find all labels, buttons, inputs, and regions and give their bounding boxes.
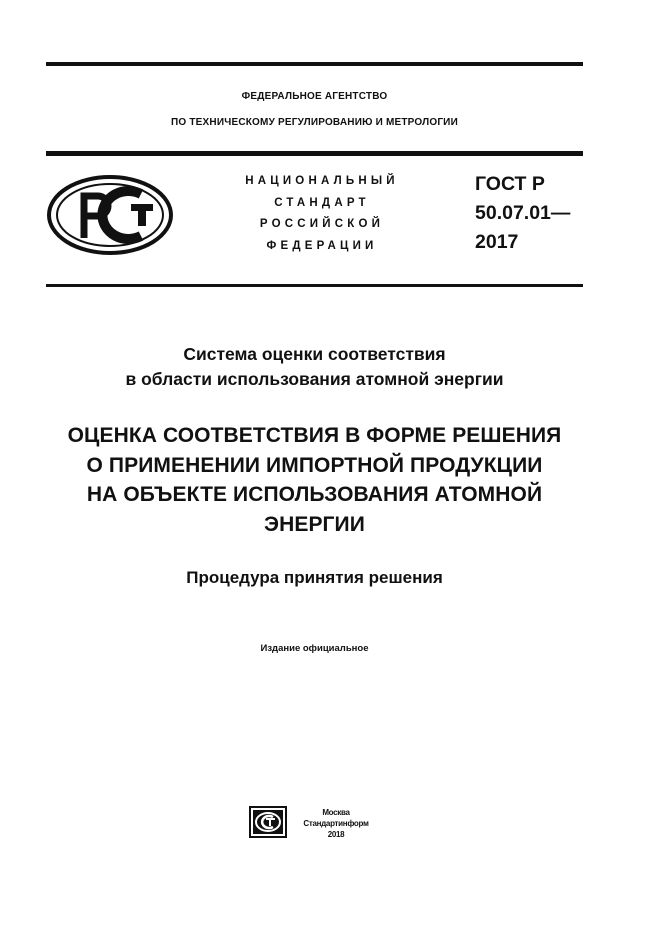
system-title-line: Система оценки соответствия	[183, 344, 446, 364]
standard-code-line: 50.07.01—	[475, 202, 571, 224]
standard-type-block	[214, 171, 430, 257]
main-title-line: ОЦЕНКА СООТВЕТСТВИЯ В ФОРМЕ РЕШЕНИЯ	[67, 424, 562, 447]
agency-name-line2: ПО ТЕХНИЧЕСКОМУ РЕГУЛИРОВАНИЮ И МЕТРОЛОГИИ	[171, 117, 458, 128]
document-main-title	[46, 421, 583, 539]
document-subtitle: Процедура принятия решения	[186, 568, 443, 587]
standard-type-line: РОССИЙСКОЙ	[259, 218, 385, 230]
standard-code-line: 2017	[475, 231, 519, 253]
publisher-year: 2018	[327, 830, 345, 839]
standard-type-line: НАЦИОНАЛЬНЫЙ	[245, 175, 399, 187]
publisher-city: Москва	[322, 808, 350, 817]
standard-type-line: ФЕДЕРАЦИИ	[266, 239, 378, 252]
agency-name-line1: ФЕДЕРАЛЬНОЕ АГЕНТСТВО	[241, 91, 388, 102]
system-title	[46, 342, 583, 392]
standard-type-line: СТАНДАРТ	[274, 196, 370, 209]
main-title-line: ЭНЕРГИИ	[264, 512, 365, 536]
edition-note: Издание официальное	[260, 643, 369, 654]
top-rule	[46, 62, 583, 66]
standard-code-block	[475, 170, 570, 257]
main-title-line: НА ОБЪЕКТЕ ИСПОЛЬЗОВАНИЯ АТОМНОЙ	[86, 483, 543, 506]
publisher-block	[296, 807, 376, 840]
section-rule	[46, 284, 583, 287]
standard-code-line: ГОСТ Р	[475, 173, 545, 195]
standartinform-logo-icon	[249, 806, 287, 838]
main-title-line: О ПРИМЕНЕНИИ ИМПОРТНОЙ ПРОДУКЦИИ	[86, 453, 543, 477]
publisher-name: Стандартинформ	[303, 819, 369, 828]
system-title-line: в области использования атомной энергии	[125, 369, 504, 389]
header-rule	[46, 151, 583, 156]
rst-certification-mark-icon	[46, 174, 174, 256]
